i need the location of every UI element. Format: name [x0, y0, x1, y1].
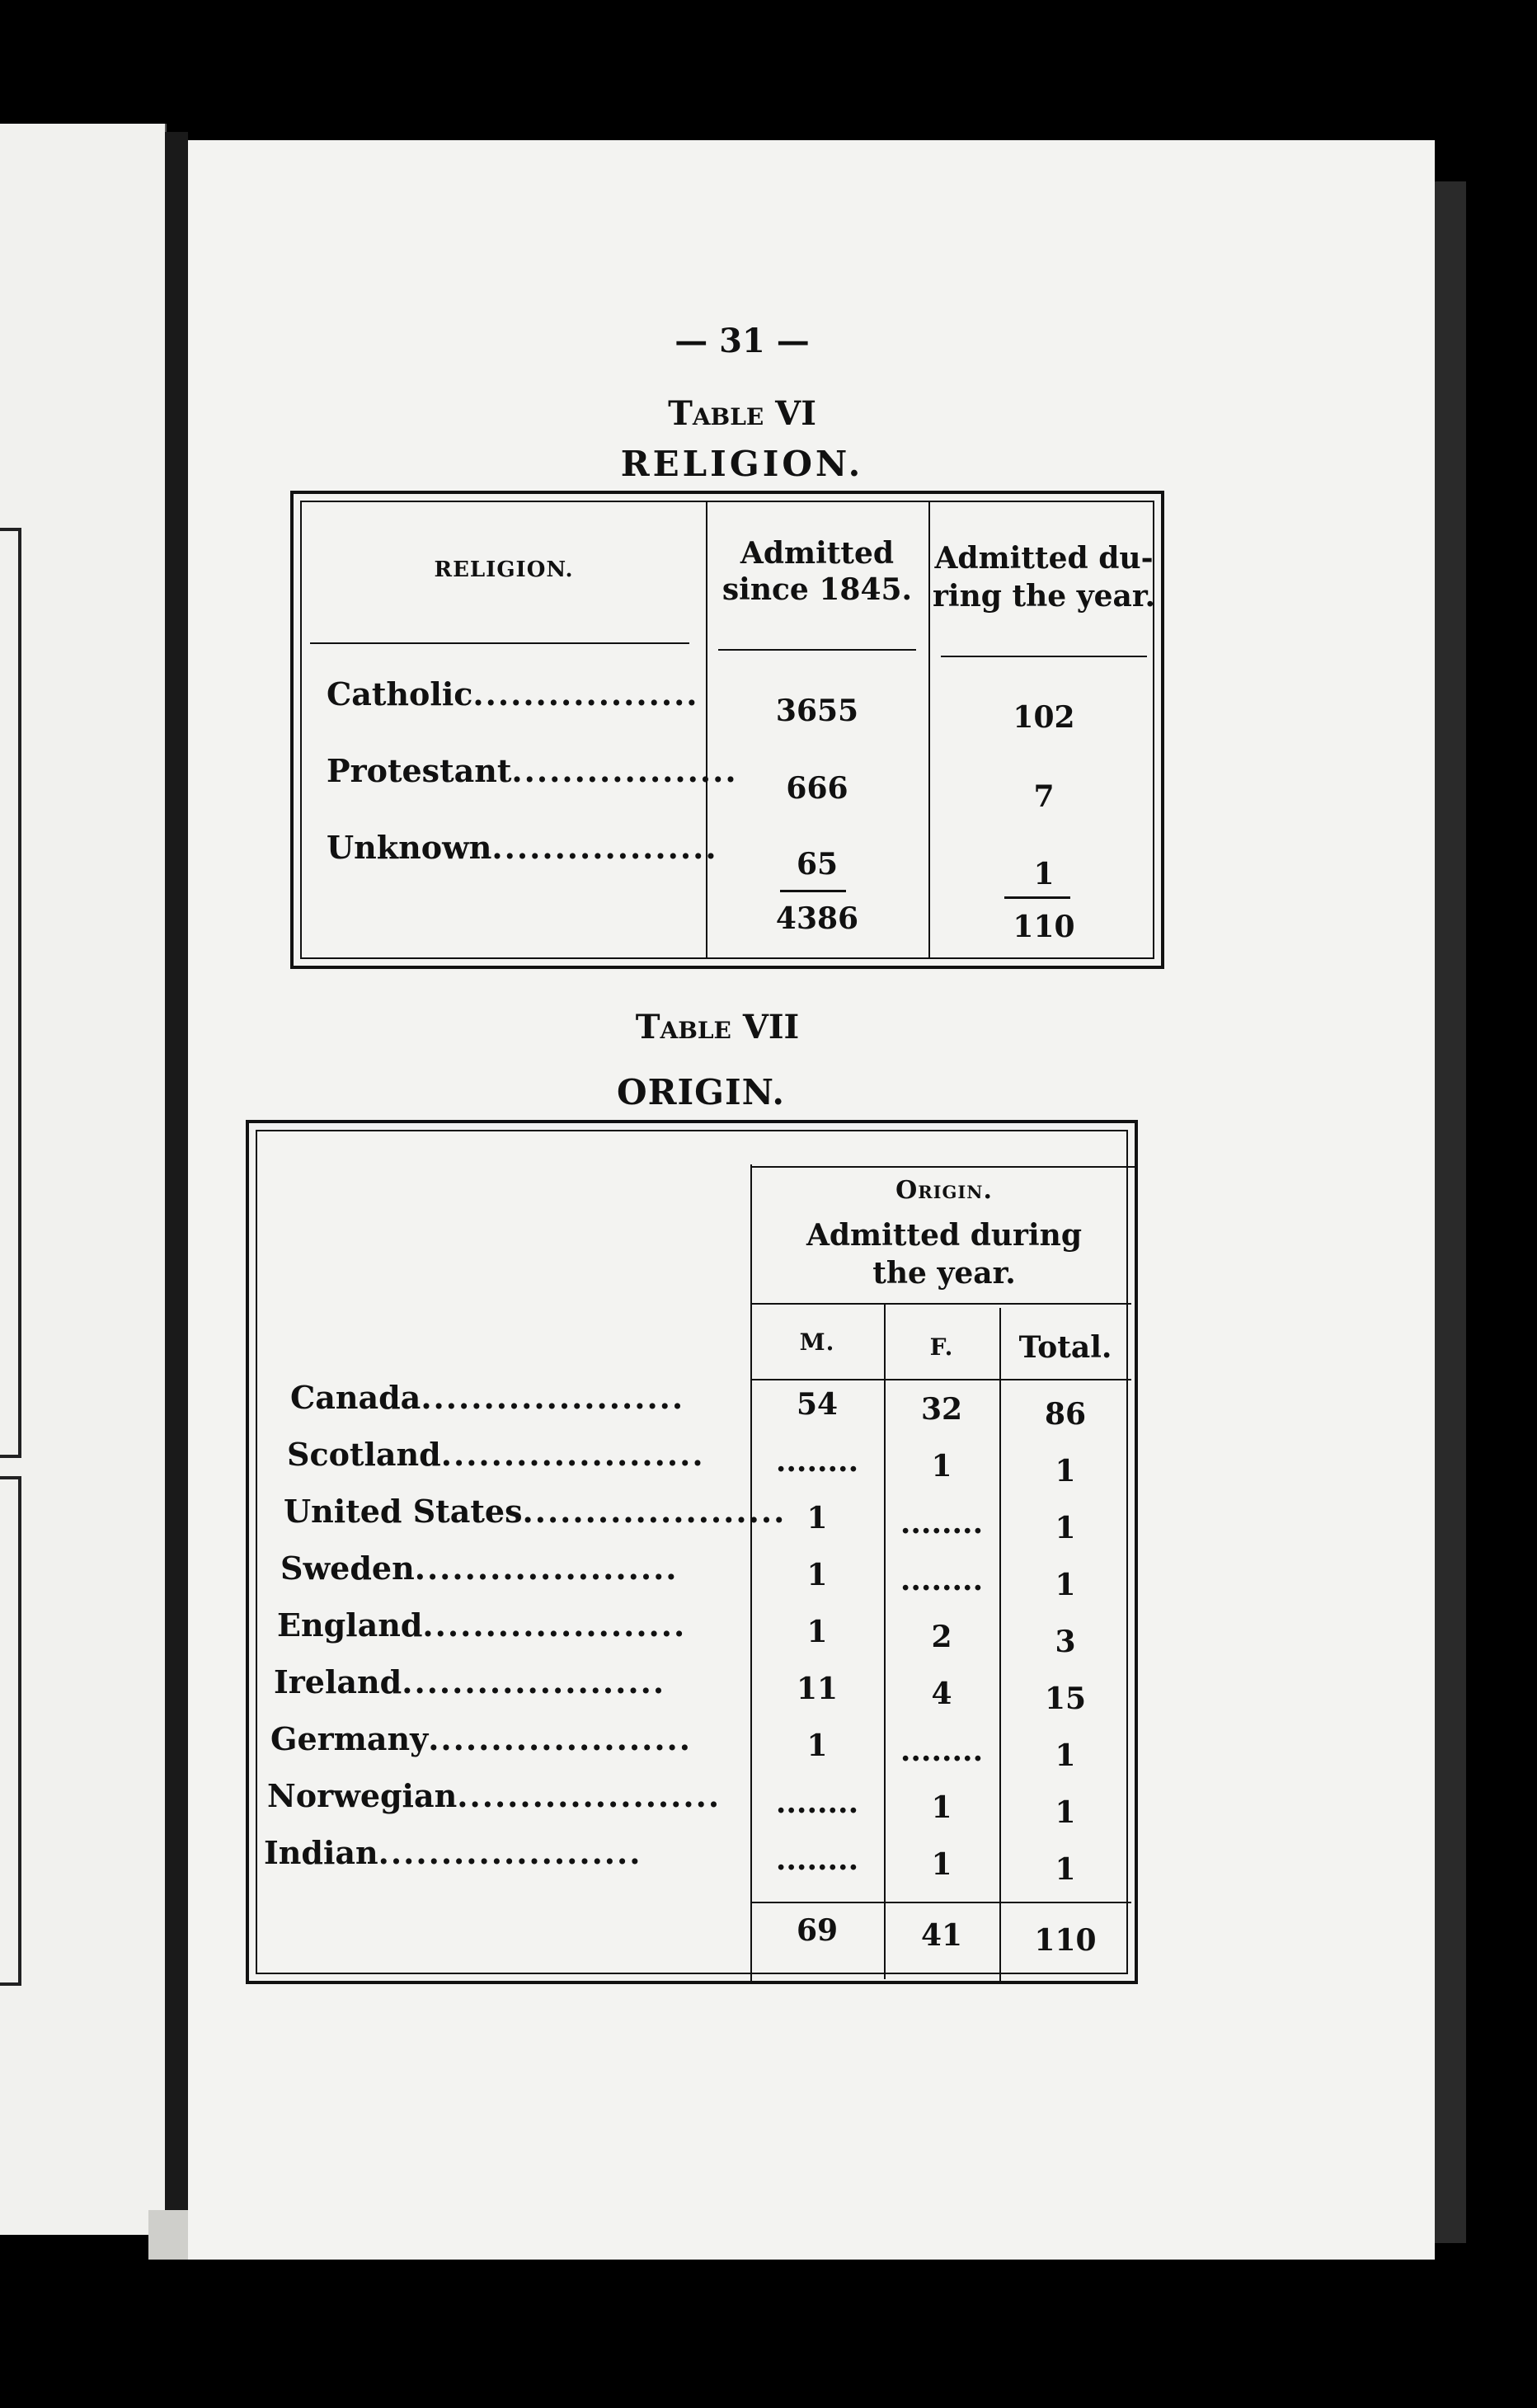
religion-since-unknown: 65 — [796, 847, 839, 882]
origin-cell-m: 1 — [806, 1558, 828, 1592]
religion-header-rule — [310, 642, 689, 644]
origin-cell-f: 2 — [931, 1620, 952, 1654]
origin-total-all: 110 — [1034, 1923, 1097, 1958]
origin-row-label — [264, 1834, 642, 1871]
origin-total-f: 41 — [920, 1918, 963, 1953]
left-page-fragment — [0, 124, 167, 2235]
origin-header-rule — [752, 1379, 1131, 1380]
origin-row-label — [284, 1493, 786, 1530]
religion-sum-rule — [780, 890, 846, 892]
origin-cell-m: 11 — [796, 1672, 839, 1706]
origin-sum-rule — [752, 1902, 1131, 1903]
origin-label: England — [277, 1606, 423, 1644]
origin-header-rule — [750, 1166, 1138, 1168]
origin-table — [246, 1120, 1138, 1984]
origin-cell-m: ........ — [775, 1785, 859, 1820]
book-gutter — [165, 132, 188, 2227]
origin-cell-total: 1 — [1055, 1852, 1076, 1887]
origin-row-label — [287, 1436, 705, 1473]
religion-total-year: 110 — [1013, 910, 1075, 944]
origin-row-label — [277, 1606, 686, 1644]
origin-cell-total: 1 — [1055, 1511, 1076, 1545]
origin-label: Scotland — [287, 1436, 441, 1473]
origin-cell-m: ........ — [775, 1444, 859, 1479]
header-since-1: Admitted — [740, 536, 895, 571]
leader-dots: .................. — [491, 829, 718, 866]
table6-subtitle: RELIGION. — [620, 444, 864, 484]
header-m: M. — [799, 1329, 835, 1356]
origin-label: Sweden — [280, 1550, 415, 1587]
religion-table-inner — [300, 501, 1154, 959]
table7-subtitle: ORIGIN. — [617, 1072, 785, 1112]
origin-total-m: 69 — [796, 1913, 839, 1948]
origin-cell-f: ........ — [900, 1733, 984, 1768]
origin-label: United States — [284, 1493, 523, 1530]
header-admitted-1: Admitted during — [806, 1218, 1083, 1253]
origin-row-label — [280, 1550, 679, 1587]
origin-label: Norwegian — [267, 1777, 458, 1814]
origin-cell-f: ........ — [900, 1563, 984, 1597]
origin-cell-total: 86 — [1044, 1397, 1087, 1432]
book-edge — [1435, 181, 1466, 2243]
header-year-1: Admitted du- — [934, 541, 1154, 576]
origin-cell-m: 1 — [806, 1728, 828, 1763]
religion-year-unknown: 1 — [1033, 857, 1055, 891]
religion-row-label — [327, 752, 738, 789]
header-year-2: ring the year. — [932, 579, 1156, 614]
origin-label: Canada — [290, 1379, 421, 1416]
leader-dots: ..................... — [457, 1777, 721, 1814]
origin-cell-f: ........ — [900, 1506, 984, 1540]
table7-title: Table VII — [635, 1008, 800, 1046]
leader-dots: ..................... — [421, 1379, 685, 1416]
origin-label: Indian — [264, 1834, 378, 1871]
origin-cell-m: 1 — [806, 1501, 828, 1536]
table6-title: Table VI — [668, 394, 816, 433]
religion-year-protestant: 7 — [1033, 779, 1055, 814]
leader-dots: ..................... — [428, 1720, 693, 1757]
origin-row-label — [274, 1663, 665, 1700]
origin-cell-total: 1 — [1055, 1795, 1076, 1830]
religion-since-protestant: 666 — [786, 771, 848, 806]
religion-header-rule — [941, 656, 1147, 657]
origin-label: Germany — [270, 1720, 429, 1757]
left-table-edge — [0, 528, 21, 1458]
religion-label-protestant: Protestant — [327, 752, 512, 789]
religion-label-unknown: Unknown — [327, 829, 492, 866]
origin-cell-total: 3 — [1055, 1625, 1076, 1659]
origin-cell-total: 1 — [1055, 1454, 1076, 1489]
leader-dots: .................. — [511, 752, 738, 789]
header-admitted-2: the year. — [872, 1256, 1016, 1291]
leader-dots: ..................... — [402, 1663, 666, 1700]
religion-row-label — [327, 675, 699, 713]
origin-cell-total: 15 — [1044, 1681, 1087, 1716]
header-origin: Origin. — [895, 1176, 993, 1205]
origin-cell-f: 4 — [931, 1677, 952, 1711]
origin-row-label — [270, 1720, 692, 1757]
religion-header-rule — [718, 649, 916, 651]
religion-row-label — [327, 829, 718, 866]
leader-dots: ..................... — [378, 1834, 642, 1871]
header-since-2: since 1845. — [721, 572, 913, 607]
origin-cell-f: 1 — [931, 1790, 952, 1825]
origin-cell-m: 54 — [796, 1387, 839, 1422]
origin-row-label — [290, 1379, 684, 1416]
origin-cell-f: 1 — [931, 1847, 952, 1882]
origin-cell-f: 1 — [931, 1449, 952, 1484]
page-number: — 31 — — [674, 322, 810, 360]
religion-table — [290, 491, 1164, 969]
origin-cell-total: 1 — [1055, 1738, 1076, 1773]
origin-row-label — [267, 1777, 721, 1814]
religion-sum-rule — [1004, 896, 1070, 899]
religion-year-catholic: 102 — [1013, 700, 1075, 735]
origin-cell-f: 32 — [920, 1392, 963, 1427]
leader-dots: ..................... — [414, 1550, 679, 1587]
left-table-edge — [0, 1476, 21, 1986]
header-total: Total. — [1018, 1330, 1112, 1365]
leader-dots: ..................... — [440, 1436, 705, 1473]
header-religion: RELIGION. — [434, 557, 574, 582]
religion-since-catholic: 3655 — [775, 694, 859, 728]
leader-dots: ..................... — [422, 1606, 687, 1644]
religion-label-catholic: Catholic — [327, 675, 473, 713]
leader-dots: .................. — [472, 675, 699, 713]
origin-cell-total: 1 — [1055, 1568, 1076, 1602]
origin-label: Ireland — [274, 1663, 402, 1700]
origin-table-inner — [256, 1130, 1128, 1974]
origin-cell-m: ........ — [775, 1842, 859, 1877]
origin-header-rule — [752, 1303, 1131, 1305]
header-f: F. — [929, 1333, 954, 1361]
religion-total-since: 4386 — [775, 901, 859, 936]
leader-dots: ..................... — [522, 1493, 787, 1530]
origin-cell-m: 1 — [806, 1615, 828, 1649]
